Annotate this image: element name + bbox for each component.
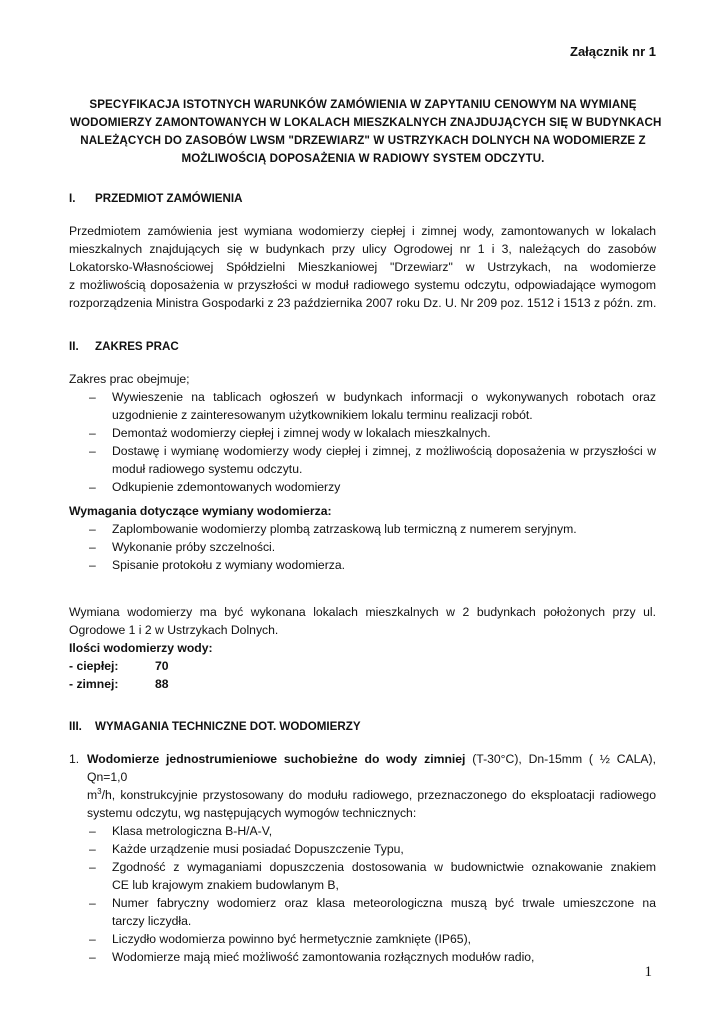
annex-label: Załącznik nr 1	[570, 44, 656, 59]
paragraph-line: Przedmiotem zamówienia jest wymiana wodomierzy ciepłej i zimnej wody, zamontowanych w lokalach	[69, 224, 656, 238]
list-item: – Dostawę i wymianę wodomierzy wody ciepłej i zimnej, z możliwością doposażenia w przyszłości w moduł radiowego systemu odczytu.	[89, 444, 656, 476]
paragraph-line: rozporządzenia Ministra Gospodarki z 23 października 2007 roku Dz. U. Nr 209 poz. 1512 i 1513 z późn. zm.	[69, 296, 657, 310]
paragraph-line: Ogrodowe 1 i 2 w Ustrzykach Dolnych.	[69, 623, 279, 637]
paragraph-line: Wymiana wodomierzy ma być wykonana lokalach mieszkalnych w 2 budynkach położonych przy ul.	[69, 605, 656, 619]
section-title: PRZEDMIOT ZAMÓWIENIA	[95, 192, 243, 205]
section-number: II.	[69, 340, 79, 353]
quantity-label: - ciepłej:	[69, 659, 119, 673]
dash-bullet: –	[89, 390, 96, 404]
list-item: – Spisanie protokołu z wymiany wodomierza.	[89, 558, 346, 572]
location-paragraph	[69, 603, 656, 693]
dash-bullet: –	[89, 426, 96, 440]
quantity-heading: Ilości wodomierzy wody:	[69, 641, 213, 655]
list-item: – Odkupienie zdemontowanych wodomierzy	[89, 480, 341, 494]
dash-bullet: –	[89, 842, 96, 856]
dash-bullet: –	[89, 860, 96, 874]
section-number: III.	[69, 720, 82, 733]
title-line: MOŻLIWOŚCIĄ DOPOSAŻENIA W RADIOWY SYSTEM ODCZYTU.	[181, 152, 545, 165]
quantity-label: - zimnej:	[69, 677, 119, 691]
item-line: systemu odczytu, wg następujących wymogów technicznych:	[87, 806, 417, 820]
list-item: – Numer fabryczny wodomierz oraz klasa meteorologiczna muszą być trwale umieszczone na tarczy liczydła.	[89, 896, 656, 928]
dash-bullet: –	[89, 522, 96, 536]
section-title: ZAKRES PRAC	[95, 340, 179, 353]
dash-bullet: –	[89, 480, 96, 494]
quantity-row-hot	[69, 657, 656, 675]
list-item: – Demontaż wodomierzy ciepłej i zimnej wody w lokalach mieszkalnych.	[89, 426, 491, 440]
technical-requirements	[69, 750, 656, 966]
list-item: – Wywieszenie na tablicach ogłoszeń w budynkach informacji o wykonywanych robotach oraz uzgodnienie z zainteresowanym użytkownikiem lokalu terminu realizacji robót.	[89, 390, 656, 422]
item-line: Wodomierze jednostrumieniowe suchobieżne do wody zimniej (T-30°C), Dn-15mm ( ½ CALA), Qn=1,0	[87, 752, 656, 784]
dash-bullet: –	[89, 950, 96, 964]
item-number: 1.	[69, 752, 80, 766]
replacement-requirements-list	[69, 520, 656, 574]
dash-bullet: –	[89, 540, 96, 554]
dash-bullet: –	[89, 896, 96, 910]
dash-bullet: –	[89, 444, 96, 458]
section-1-heading	[69, 190, 656, 208]
list-item: – Zaplombowanie wodomierzy plombą zatrzaskową lub termiczną z numerem seryjnym.	[89, 522, 577, 536]
dash-bullet: –	[89, 932, 96, 946]
replacement-requirements-heading: Wymagania dotyczące wymiany wodomierza:	[69, 504, 332, 518]
section-2-intro: Zakres prac obejmuje;	[69, 372, 190, 386]
dash-bullet: –	[89, 824, 96, 838]
title-line: WODOMIERZY ZAMONTOWANYCH W LOKALACH MIESZKALNYCH ZNAJDUJĄCYCH SIĘ W BUDYNKACH	[70, 116, 662, 129]
list-item: – Wykonanie próby szczelności.	[89, 540, 276, 554]
quantity-value: 88	[155, 677, 169, 691]
paragraph-line: Lokatorsko-Własnościowej Spółdzielni Mieszkaniowej "Drzewiarz" w Ustrzykach, na wodomierze	[69, 260, 656, 274]
list-item: – Każde urządzenie musi posiadać Dopuszczenie Typu,	[89, 842, 404, 856]
quantity-value: 70	[155, 659, 169, 673]
section-1-paragraph	[69, 222, 656, 312]
section-3-heading	[69, 718, 656, 736]
page-number: 1	[644, 964, 652, 980]
quantity-row-cold	[69, 675, 656, 693]
list-item: – Klasa metrologiczna B-H/A-V,	[89, 824, 273, 838]
section-2-heading	[69, 338, 656, 356]
list-item: – Zgodność z wymaganiami dopuszczenia dostosowania w budownictwie oznakowanie znakiem CE lub krajowym znakiem budowlanym B,	[89, 860, 656, 892]
item-bold-text: Wodomierze jednostrumieniowe suchobieżne do wody zimniej	[87, 752, 466, 766]
title-line: NALEŻĄCYCH DO ZASOBÓW LWSM "DRZEWIARZ" W USTRZYKACH DOLNYCH NA WODOMIERZE Z	[80, 134, 646, 147]
list-item: – Wodomierze mają mieć możliwość zamontowania rozłącznych modułów radio,	[89, 950, 535, 964]
dash-bullet: –	[89, 558, 96, 572]
paragraph-line: mieszkalnych znajdujących się w budynkach przy ulicy Ogrodowej nr 1 i 3, należących do zasobów	[69, 242, 656, 256]
section-number: I.	[69, 192, 76, 205]
scope-list	[69, 388, 656, 496]
requirement-item	[69, 750, 656, 966]
paragraph-line: z możliwością doposażenia w przyszłości w moduł radiowego systemu odczytu, odpowiadające wymogom	[69, 278, 656, 292]
list-item: – Liczydło wodomierza powinno być hermetycznie zamknięte (IP65),	[89, 932, 472, 946]
document-title	[70, 96, 662, 168]
section-title: WYMAGANIA TECHNICZNE DOT. WODOMIERZY	[95, 720, 361, 733]
item-line: $m^3/h$, konstrukcyjnie przystosowany do modułu radiowego, przeznaczonego do eksploatacji radiowego	[87, 786, 656, 802]
title-line: SPECYFIKACJA ISTOTNYCH WARUNKÓW ZAMÓWIENIA W ZAPYTANIU CENOWYM NA WYMIANĘ	[89, 98, 637, 111]
